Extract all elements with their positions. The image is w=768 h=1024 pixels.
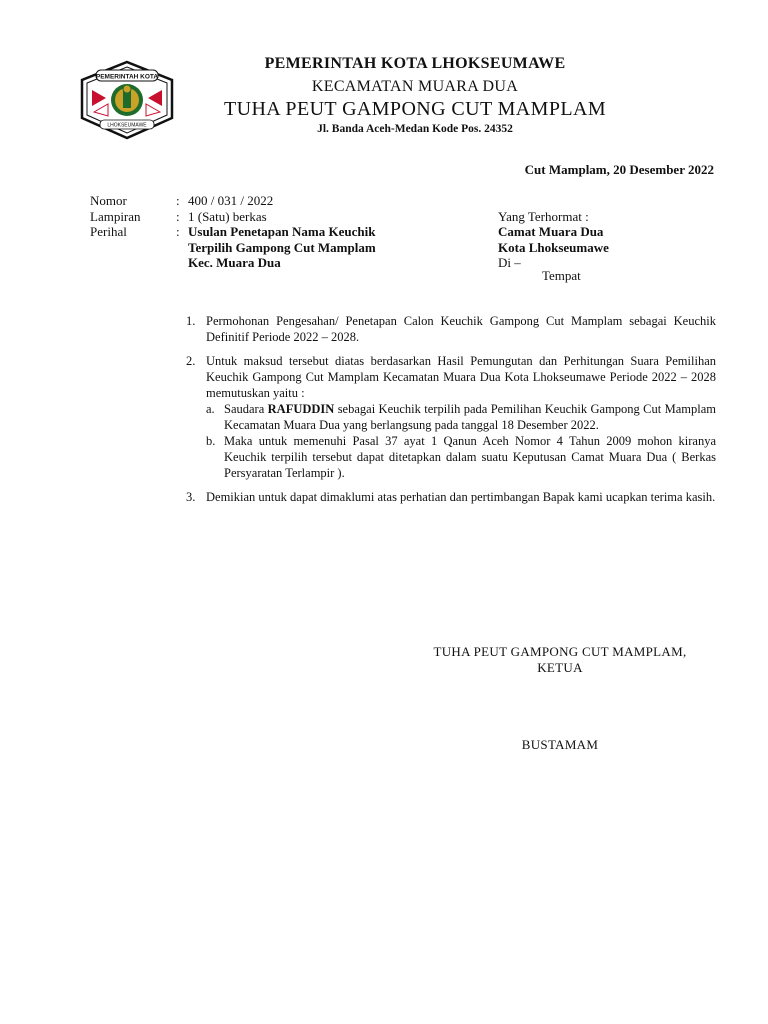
item-number: 2. (186, 354, 196, 368)
perihal-colon: : (176, 224, 180, 239)
item-text: Untuk maksud tersebut diatas berdasarkan Hasil Pemungutan dan Perhitungan Suara Pemilihan Keuchik Gampong Cut Mamplam Kecamatan Muara Dua Kota Lhokseumawe Periode 2022 – 2028 memutuskan yaitu : (206, 354, 716, 400)
logo-bottom-text: LHOKSEUMAWE (107, 122, 147, 129)
lampiran-value: 1 (Satu) berkas (188, 209, 267, 224)
elected-name: RAFUDDIN (267, 402, 335, 416)
sub-item-text: Maka untuk memenuhi Pasal 37 ayat 1 Qanun Aceh Nomor 4 Tahun 2009 mohon kiranya Keuchik terpilih tersebut dapat ditetapkan dalam suatu Keputusan Camat Muara Dua ( Berkas Persyaratan Terlampir ). (224, 434, 716, 480)
signature-name: BUSTAMAM (521, 737, 599, 752)
perihal-line-1: Usulan Penetapan Nama Keuchik (188, 224, 376, 239)
sub-item-letter: b. (206, 434, 216, 448)
lampiran-colon: : (176, 209, 180, 224)
nomor-label: Nomor (90, 193, 127, 208)
body-item-2 (186, 353, 716, 481)
sub-item-letter: a. (206, 402, 215, 416)
recipient-city: Kota Lhokseumawe (498, 240, 609, 255)
header-government: PEMERINTAH KOTA LHOKSEUMAWE (264, 55, 566, 72)
nomor-value: 400 / 031 / 2022 (188, 193, 274, 208)
recipient-title: Camat Muara Dua (498, 224, 604, 239)
recipient-di: Di – (498, 255, 521, 270)
header-district: KECAMATAN MUARA DUA (311, 78, 519, 95)
body-item-3 (186, 489, 716, 505)
header-address: Jl. Banda Aceh-Medan Kode Pos. 24352 (317, 123, 513, 135)
recipient-place: Tempat (542, 268, 581, 283)
item-number: 1. (186, 314, 196, 328)
recipient-salutation: Yang Terhormat : (498, 209, 589, 224)
body-item-1 (186, 313, 716, 345)
sub-item-b (206, 433, 716, 481)
lampiran-label: Lampiran (90, 209, 141, 224)
logo-top-text: PEMERINTAH KOTA (95, 73, 159, 81)
city-emblem-logo (78, 60, 176, 140)
header-organization: TUHA PEUT GAMPONG CUT MAMPLAM (223, 98, 607, 120)
perihal-line-2: Terpilih Gampong Cut Mamplam (188, 240, 376, 255)
item-text: Permohonan Pengesahan/ Penetapan Calon Keuchik Gampong Cut Mamplam sebagai Keuchik Definitif Periode 2022 – 2028. (206, 314, 716, 344)
sub-item-a (206, 401, 716, 433)
item-number: 3. (186, 490, 196, 504)
sub-item-text-post: sebagai Keuchik terpilih pada Pemilihan Keuchik Gampong Cut Mamplam Kecamatan Muara Dua yang berlangsung pada tanggal 18 Desember 2022. (224, 402, 716, 432)
letter-body (186, 313, 716, 513)
signature-org: TUHA PEUT GAMPONG CUT MAMPLAM, (433, 644, 687, 659)
perihal-label: Perihal (90, 224, 127, 239)
signature-role: KETUA (537, 660, 583, 675)
nomor-colon: : (176, 193, 180, 208)
letter-date: Cut Mamplam, 20 Desember 2022 (524, 162, 714, 177)
sub-item-text-pre: Saudara (224, 402, 268, 416)
item-text: Demikian untuk dapat dimaklumi atas perhatian dan pertimbangan Bapak kami ucapkan terima kasih. (206, 490, 716, 504)
perihal-line-3: Kec. Muara Dua (188, 255, 281, 270)
